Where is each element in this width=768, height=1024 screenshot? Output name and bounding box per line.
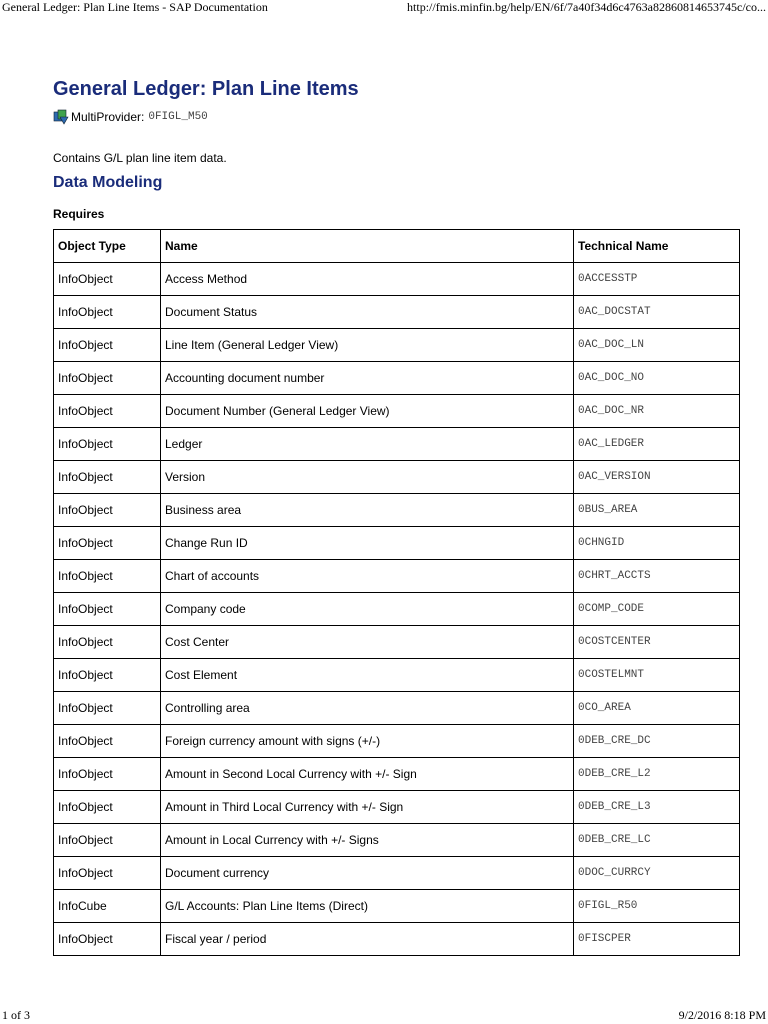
table-row — [54, 758, 740, 791]
cell-object-type: InfoObject — [54, 791, 161, 824]
cell-name: Chart of accounts — [161, 560, 574, 593]
cell-object-type: InfoObject — [54, 494, 161, 527]
cell-technical-name: 0AC_DOC_LN — [574, 329, 740, 362]
cell-name: Document Status — [161, 296, 574, 329]
cell-name: Amount in Third Local Currency with +/- Sign — [161, 791, 574, 824]
table-row — [54, 692, 740, 725]
cell-name: Amount in Second Local Currency with +/- Sign — [161, 758, 574, 791]
cell-technical-name: 0AC_DOC_NO — [574, 362, 740, 395]
cell-name: Cost Element — [161, 659, 574, 692]
provider-code: 0FIGL_M50 — [148, 111, 208, 123]
cell-technical-name: 0AC_DOCSTAT — [574, 296, 740, 329]
cell-object-type: InfoCube — [54, 890, 161, 923]
column-header-name: Name — [161, 230, 574, 263]
cell-name: Version — [161, 461, 574, 494]
table-row — [54, 890, 740, 923]
table-row — [54, 626, 740, 659]
cell-object-type: InfoObject — [54, 626, 161, 659]
cell-object-type: InfoObject — [54, 560, 161, 593]
cell-technical-name: 0CHNGID — [574, 527, 740, 560]
print-header-url[interactable]: http://fmis.minfin.bg/help/EN/6f/7a40f34d6c4763a82860814653745c/co... — [407, 0, 766, 14]
table-row — [54, 923, 740, 956]
cell-object-type: InfoObject — [54, 692, 161, 725]
cell-technical-name: 0AC_DOC_NR — [574, 395, 740, 428]
cell-object-type: InfoObject — [54, 395, 161, 428]
cell-name: Cost Center — [161, 626, 574, 659]
cell-technical-name: 0FIGL_R50 — [574, 890, 740, 923]
cell-technical-name: 0DEB_CRE_L3 — [574, 791, 740, 824]
cell-technical-name: 0BUS_AREA — [574, 494, 740, 527]
table-row — [54, 329, 740, 362]
table-row — [54, 263, 740, 296]
table-row — [54, 560, 740, 593]
cell-technical-name: 0AC_VERSION — [574, 461, 740, 494]
table-row — [54, 659, 740, 692]
table-header-row — [54, 230, 740, 263]
description: Contains G/L plan line item data. — [53, 151, 227, 165]
cell-name: Access Method — [161, 263, 574, 296]
cell-object-type: InfoObject — [54, 725, 161, 758]
print-timestamp: 9/2/2016 8:18 PM — [678, 1008, 766, 1022]
table-row — [54, 824, 740, 857]
cell-technical-name: 0DOC_CURRCY — [574, 857, 740, 890]
table-row — [54, 494, 740, 527]
section-title-data-modeling: Data Modeling — [53, 174, 163, 191]
cell-object-type: InfoObject — [54, 857, 161, 890]
print-header-page-title: General Ledger: Plan Line Items - SAP Documentation — [2, 0, 268, 14]
cell-technical-name: 0AC_LEDGER — [574, 428, 740, 461]
cell-name: Controlling area — [161, 692, 574, 725]
cell-name: Ledger — [161, 428, 574, 461]
page-number: 1 of 3 — [2, 1008, 30, 1022]
cell-name: Line Item (General Ledger View) — [161, 329, 574, 362]
cell-technical-name: 0CHRT_ACCTS — [574, 560, 740, 593]
cell-name: G/L Accounts: Plan Line Items (Direct) — [161, 890, 574, 923]
table-row — [54, 296, 740, 329]
cell-technical-name: 0COSTELMNT — [574, 659, 740, 692]
table-body — [54, 263, 740, 956]
cell-name: Foreign currency amount with signs (+/-) — [161, 725, 574, 758]
table-row — [54, 428, 740, 461]
table-row — [54, 791, 740, 824]
cell-object-type: InfoObject — [54, 362, 161, 395]
table-row — [54, 857, 740, 890]
page-title: General Ledger: Plan Line Items — [53, 78, 359, 100]
cell-name: Amount in Local Currency with +/- Signs — [161, 824, 574, 857]
table-row — [54, 725, 740, 758]
cell-object-type: InfoObject — [54, 461, 161, 494]
provider-label: MultiProvider: — [71, 110, 145, 124]
cell-name: Document Number (General Ledger View) — [161, 395, 574, 428]
cell-name: Accounting document number — [161, 362, 574, 395]
cell-object-type: InfoObject — [54, 824, 161, 857]
table-row — [54, 527, 740, 560]
cell-technical-name: 0FISCPER — [574, 923, 740, 956]
table-row — [54, 593, 740, 626]
provider-line — [53, 108, 208, 126]
cell-name: Change Run ID — [161, 527, 574, 560]
cell-object-type: InfoObject — [54, 428, 161, 461]
column-header-object-type: Object Type — [54, 230, 161, 263]
table-row — [54, 362, 740, 395]
cell-name: Business area — [161, 494, 574, 527]
requires-label: Requires — [53, 207, 105, 221]
print-footer — [0, 1008, 768, 1024]
cell-name: Company code — [161, 593, 574, 626]
requires-table — [53, 229, 740, 956]
cell-technical-name: 0COMP_CODE — [574, 593, 740, 626]
cell-name: Fiscal year / period — [161, 923, 574, 956]
table-row — [54, 461, 740, 494]
cell-technical-name: 0DEB_CRE_DC — [574, 725, 740, 758]
cell-object-type: InfoObject — [54, 329, 161, 362]
cell-technical-name: 0CO_AREA — [574, 692, 740, 725]
cell-object-type: InfoObject — [54, 659, 161, 692]
cell-object-type: InfoObject — [54, 527, 161, 560]
cell-technical-name: 0COSTCENTER — [574, 626, 740, 659]
cell-object-type: InfoObject — [54, 263, 161, 296]
table-row — [54, 395, 740, 428]
cell-technical-name: 0ACCESSTP — [574, 263, 740, 296]
cell-object-type: InfoObject — [54, 593, 161, 626]
cell-technical-name: 0DEB_CRE_L2 — [574, 758, 740, 791]
cell-technical-name: 0DEB_CRE_LC — [574, 824, 740, 857]
cell-name: Document currency — [161, 857, 574, 890]
multiprovider-icon — [53, 109, 69, 125]
cell-object-type: InfoObject — [54, 758, 161, 791]
cell-object-type: InfoObject — [54, 923, 161, 956]
cell-object-type: InfoObject — [54, 296, 161, 329]
column-header-technical-name: Technical Name — [574, 230, 740, 263]
print-header — [0, 0, 768, 16]
